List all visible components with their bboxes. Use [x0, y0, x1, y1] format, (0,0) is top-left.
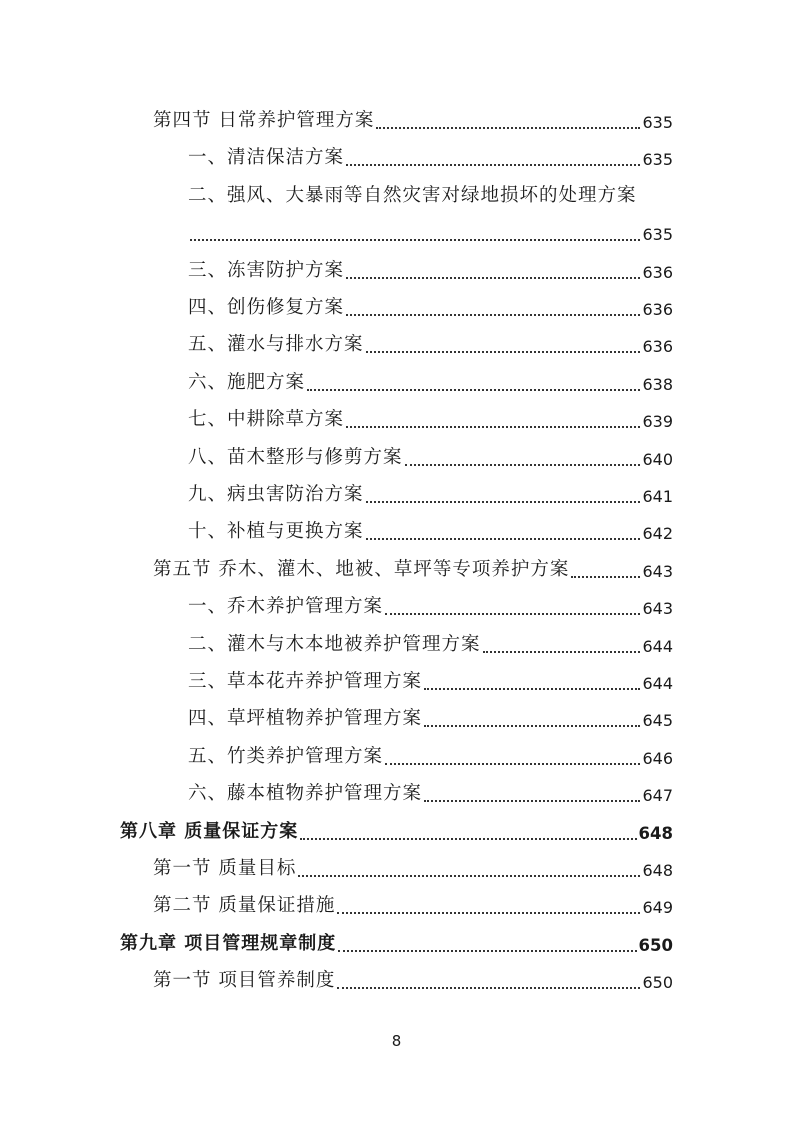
toc-dot-leader — [300, 818, 636, 840]
toc-entry-page: 644 — [642, 674, 673, 693]
toc-entry-page: 648 — [638, 823, 673, 843]
toc-entry-title: 第五节 乔木、灌木、地被、草坪等专项养护方案 — [153, 558, 570, 580]
toc-dot-leader — [337, 892, 640, 914]
toc-entry-title: 四、草坪植物养护管理方案 — [188, 708, 423, 730]
toc-entry-page: 639 — [642, 412, 673, 432]
toc-section-entry[interactable] — [153, 848, 673, 880]
toc-entry-title: 九、病虫害防治方案 — [188, 484, 364, 505]
toc-entry-title: 第二节 质量保证措施 — [153, 895, 336, 917]
toc-dot-leader — [424, 668, 640, 690]
toc-subsection-entry[interactable] — [188, 586, 673, 618]
toc-entry-page: 643 — [642, 599, 673, 619]
toc-dot-leader — [385, 743, 640, 765]
toc-subsection-entry[interactable] — [188, 137, 673, 169]
toc-section-entry[interactable] — [153, 960, 673, 992]
toc-subsection-entry[interactable] — [188, 362, 673, 394]
toc-section-entry[interactable] — [153, 100, 673, 132]
toc-entry-title: 三、草本花卉养护管理方案 — [188, 671, 423, 692]
toc-entry-page: 643 — [642, 561, 673, 581]
toc-subsection-entry[interactable] — [188, 437, 673, 469]
toc-entry-page: 650 — [642, 973, 673, 993]
toc-dot-leader — [346, 257, 640, 279]
toc-entry-page: 647 — [642, 786, 673, 806]
toc-dot-leader — [337, 967, 640, 989]
toc-dot-leader — [571, 556, 640, 578]
toc-subsection-entry[interactable] — [188, 212, 673, 244]
toc-dot-leader — [346, 144, 640, 166]
toc-entry-page: 640 — [642, 449, 673, 469]
toc-subsection-entry[interactable] — [188, 250, 673, 282]
toc-entry-title: 三、冻害防护方案 — [188, 259, 345, 281]
toc-entry-page: 638 — [642, 374, 673, 394]
toc-dot-leader — [366, 331, 641, 353]
toc-entry-page: 650 — [638, 935, 673, 955]
toc-dot-leader — [298, 855, 640, 877]
toc-entry-page: 636 — [642, 337, 673, 357]
toc-entry-page: 635 — [642, 150, 673, 170]
toc-entry-title: 二、强风、大暴雨等自然灾害对绿地损坏的处理方案 — [188, 184, 637, 206]
toc-entry-page: 645 — [642, 711, 673, 731]
toc-entry-title: 第一节 项目管养制度 — [153, 970, 336, 992]
toc-dot-leader — [346, 294, 640, 316]
toc-dot-leader — [483, 631, 641, 653]
toc-dot-leader — [190, 219, 640, 241]
toc-entry-page: 649 — [642, 898, 673, 918]
toc-entry-title: 第八章 质量保证方案 — [120, 820, 299, 842]
toc-entry-title: 第四节 日常养护管理方案 — [153, 110, 375, 131]
toc-dot-leader — [346, 406, 640, 428]
toc-dot-leader — [424, 705, 640, 727]
toc-entry-page: 648 — [642, 861, 673, 880]
toc-entry-page: 642 — [642, 524, 673, 544]
toc-subsection-entry[interactable] — [188, 624, 673, 656]
toc-section-entry[interactable] — [153, 885, 673, 917]
toc-entry-page: 635 — [642, 225, 673, 245]
toc-entry-title: 六、施肥方案 — [188, 371, 306, 393]
toc-dot-leader — [366, 518, 641, 540]
toc-entry-title: 八、苗木整形与修剪方案 — [188, 446, 403, 468]
toc-chapter-entry[interactable] — [120, 811, 673, 843]
toc-entry-title: 四、创伤修复方案 — [188, 297, 345, 318]
toc-subsection-entry[interactable] — [188, 736, 673, 768]
toc-entry-title: 十、补植与更换方案 — [188, 521, 364, 543]
toc-entry-title: 六、藤本植物养护管理方案 — [188, 783, 423, 805]
toc-entry-title: 七、中耕除草方案 — [188, 409, 345, 431]
toc-entry-title: 一、乔木养护管理方案 — [188, 596, 384, 618]
toc-dot-leader — [405, 444, 641, 466]
toc-dot-leader — [376, 107, 640, 129]
toc-entry-page: 644 — [642, 636, 673, 656]
toc-entry-title: 一、清洁保洁方案 — [188, 147, 345, 169]
toc-subsection-entry[interactable] — [188, 324, 673, 356]
toc-subsection-entry[interactable] — [188, 287, 673, 319]
toc-entry-title: 第九章 项目管理规章制度 — [120, 932, 337, 954]
toc-dot-leader — [385, 593, 640, 615]
toc-subsection-entry[interactable] — [188, 661, 673, 693]
toc-dot-leader — [424, 780, 640, 802]
toc-entry-title: 五、灌水与排水方案 — [188, 334, 364, 356]
toc-entry-page: 636 — [642, 300, 673, 319]
toc-entry-page: 636 — [642, 262, 673, 282]
toc-dot-leader — [366, 481, 641, 503]
toc-entry-title: 第一节 质量目标 — [153, 858, 297, 879]
toc-subsection-entry[interactable] — [188, 175, 673, 207]
toc-subsection-entry[interactable] — [188, 474, 673, 506]
toc-dot-leader — [307, 369, 640, 391]
toc-entry-page: 646 — [642, 748, 673, 768]
toc-entry-title: 五、竹类养护管理方案 — [188, 745, 384, 767]
toc-chapter-entry[interactable] — [120, 923, 673, 955]
toc-entry-page: 641 — [642, 487, 673, 506]
toc-section-entry[interactable] — [153, 549, 673, 581]
toc-subsection-entry[interactable] — [188, 698, 673, 730]
toc-subsection-entry[interactable] — [188, 511, 673, 543]
toc-entry-page: 635 — [642, 113, 673, 132]
toc-dot-leader — [338, 930, 636, 952]
toc-subsection-entry[interactable] — [188, 399, 673, 431]
page-number: 8 — [391, 1032, 402, 1050]
toc-subsection-entry[interactable] — [188, 773, 673, 805]
toc-entry-title: 二、灌木与木本地被养护管理方案 — [188, 633, 481, 655]
